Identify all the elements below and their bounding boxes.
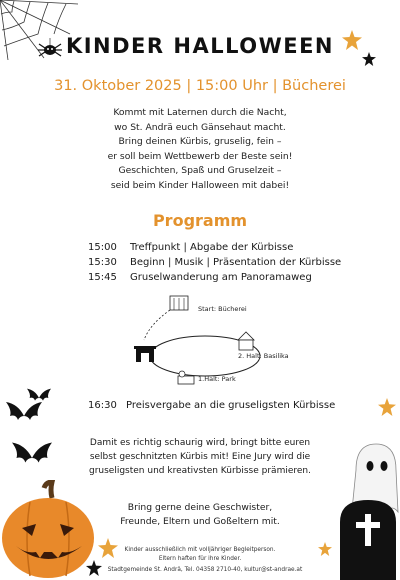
intro-line: Kommt mit Laternen durch die Nacht,	[113, 107, 287, 118]
route-start-label: Start: Bücherei	[198, 305, 247, 313]
schedule-time: 15:00	[88, 242, 117, 253]
schedule-text: Treffpunkt | Abgabe der Kürbisse	[130, 242, 294, 253]
pumpkin-contest-paragraph	[65, 436, 335, 478]
paragraph-line: gruseligsten und kreativsten Kürbisse prämieren.	[89, 466, 311, 476]
intro-line: Bring deinen Kürbis, gruselig, fein –	[118, 136, 282, 147]
intro-line: wo St. Andrä euch Gänsehaut macht.	[114, 121, 286, 133]
bat-icon	[22, 386, 56, 410]
route-halt2-label: 2. Halt: Basilika	[238, 352, 289, 360]
intro-poem	[60, 106, 340, 193]
schedule-text: Preisvergabe an die gruseligsten Kürbisse	[126, 400, 336, 411]
star-icon	[378, 398, 396, 416]
paragraph-line: Bring gerne deine Geschwister,	[127, 502, 273, 513]
schedule-row	[88, 240, 341, 255]
schedule-text: Gruselwanderung am Panoramaweg	[130, 272, 312, 283]
schedule-row	[88, 270, 341, 285]
footer-notice	[100, 546, 300, 563]
event-date-line: 31. Oktober 2025 | 15:00 Uhr | Bücherei	[54, 78, 346, 94]
route-arrow	[144, 310, 170, 340]
schedule-row	[88, 255, 341, 270]
paragraph-line: Freunde, Eltern und Goßeltern mit.	[120, 516, 280, 527]
schedule-time: 15:30	[88, 257, 117, 268]
intro-line: Geschichten, Spaß und Gruselzeit –	[118, 165, 282, 176]
schedule-text: Beginn | Musik | Präsentation der Kürbisse	[130, 257, 342, 268]
paragraph-line: Damit es richtig schaurig wird, bringt bitte euren	[89, 438, 311, 448]
invite-paragraph	[80, 501, 320, 529]
intro-line: seid beim Kinder Halloween mit dabei!	[110, 179, 290, 191]
library-icon	[170, 296, 188, 310]
park-icon	[178, 371, 194, 384]
schedule-time: 15:45	[88, 272, 117, 283]
jack-o-lantern-icon	[0, 480, 100, 580]
schedule-list	[88, 240, 341, 285]
gate-icon	[134, 346, 156, 362]
basilica-icon	[238, 332, 254, 350]
intro-line: er soll beim Wettbewerb der Beste sein!	[107, 150, 293, 162]
footer-line: Eltern haften für ihre Kinder.	[158, 555, 242, 562]
star-icon	[318, 542, 332, 556]
page-title: KINDER HALLOWEEN	[65, 34, 335, 58]
route-halt1-label: 1.Halt: Park	[198, 375, 236, 383]
bat-icon	[0, 438, 64, 478]
schedule-row	[88, 400, 335, 411]
programm-heading: Programm	[152, 211, 248, 230]
schedule-time: 16:30	[88, 400, 117, 411]
gravestone-icon	[336, 496, 400, 580]
paragraph-line: selbst geschnitzten Kürbis mit! Eine Jury wird die	[89, 452, 311, 462]
footer-line: Kinder ausschließlich mit volljähriger Begleitperson.	[124, 547, 276, 553]
footer-contact: Stadtgemeinde St. Andrä, Tel. 04358 2710-40, kultur@st-andrae.at	[107, 567, 303, 573]
